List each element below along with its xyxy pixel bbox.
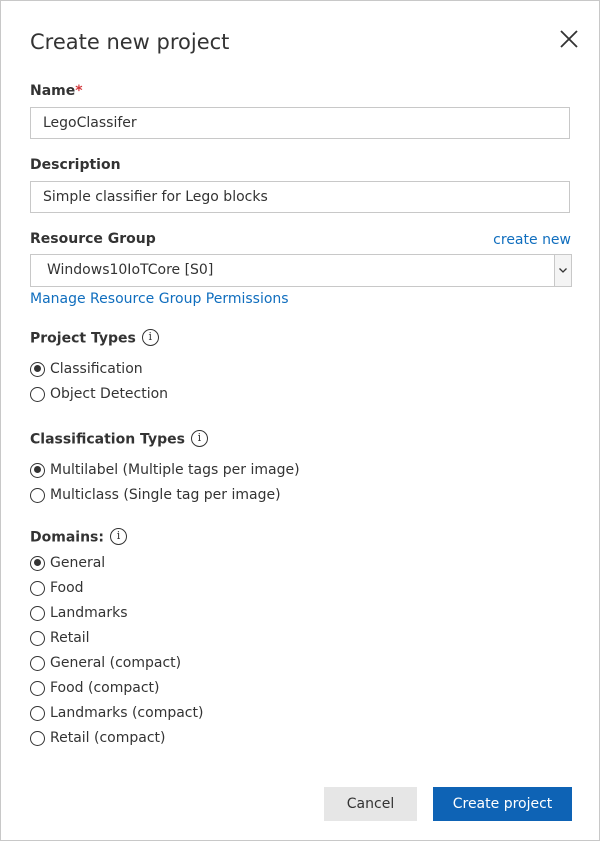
description-input[interactable]: Simple classifier for Lego blocks — [30, 181, 570, 213]
radio-classification[interactable] — [30, 359, 143, 379]
dropdown-button[interactable] — [554, 255, 571, 286]
radio-label: Landmarks — [50, 605, 128, 621]
radio-button[interactable] — [30, 706, 45, 721]
radio-label: Landmarks (compact) — [50, 705, 204, 721]
resource-group-select[interactable] — [30, 254, 572, 287]
classification-types-label: Classification Types i — [30, 431, 208, 448]
resource-group-selected-value: Windows10IoTCore [S0] — [47, 262, 214, 278]
radio-label: Multilabel (Multiple tags per image) — [50, 462, 300, 478]
radio-label: General (compact) — [50, 655, 182, 671]
dialog-title: Create new project — [30, 30, 230, 54]
create-new-link[interactable]: create new — [493, 232, 571, 248]
radio-button-checked[interactable] — [30, 362, 45, 377]
radio-label: Classification — [50, 361, 143, 377]
radio-label: Food (compact) — [50, 680, 160, 696]
radio-label: Multiclass (Single tag per image) — [50, 487, 281, 503]
resource-group-label: Resource Group — [30, 231, 156, 247]
name-input[interactable]: LegoClassifer — [30, 107, 570, 139]
info-icon[interactable]: i — [191, 430, 208, 447]
radio-domain-retail[interactable] — [30, 628, 90, 648]
radio-multiclass[interactable] — [30, 485, 281, 505]
info-icon[interactable]: i — [142, 329, 159, 346]
radio-domain-retail-compact[interactable] — [30, 728, 166, 748]
radio-button[interactable] — [30, 488, 45, 503]
radio-domain-general[interactable] — [30, 553, 105, 573]
description-label: Description — [30, 157, 121, 173]
name-label: Name* — [30, 83, 83, 99]
radio-button[interactable] — [30, 656, 45, 671]
radio-domain-food[interactable] — [30, 578, 84, 598]
manage-permissions-link[interactable]: Manage Resource Group Permissions — [30, 291, 289, 307]
radio-label: Object Detection — [50, 386, 169, 402]
radio-label: General — [50, 555, 106, 571]
domains-label: Domains: i — [30, 529, 127, 546]
radio-button[interactable] — [30, 631, 45, 646]
info-icon[interactable]: i — [110, 528, 127, 545]
radio-label: Retail (compact) — [50, 730, 166, 746]
radio-object-detection[interactable] — [30, 384, 168, 404]
radio-button[interactable] — [30, 606, 45, 621]
chevron-down-icon — [555, 255, 571, 286]
project-types-label: Project Types i — [30, 330, 159, 347]
radio-domain-general-compact[interactable] — [30, 653, 181, 673]
radio-label: Food — [50, 580, 84, 596]
radio-button-checked[interactable] — [30, 463, 45, 478]
close-icon[interactable] — [557, 27, 581, 51]
radio-domain-landmarks-compact[interactable] — [30, 703, 203, 723]
radio-button[interactable] — [30, 387, 45, 402]
radio-label: Retail — [50, 630, 90, 646]
radio-button[interactable] — [30, 731, 45, 746]
radio-domain-landmarks[interactable] — [30, 603, 128, 623]
cancel-button[interactable]: Cancel — [324, 787, 417, 821]
required-marker: * — [75, 83, 83, 99]
create-project-button[interactable]: Create project — [433, 787, 572, 821]
radio-button-checked[interactable] — [30, 556, 45, 571]
radio-button[interactable] — [30, 581, 45, 596]
radio-button[interactable] — [30, 681, 45, 696]
radio-multilabel[interactable] — [30, 460, 300, 480]
radio-domain-food-compact[interactable] — [30, 678, 160, 698]
